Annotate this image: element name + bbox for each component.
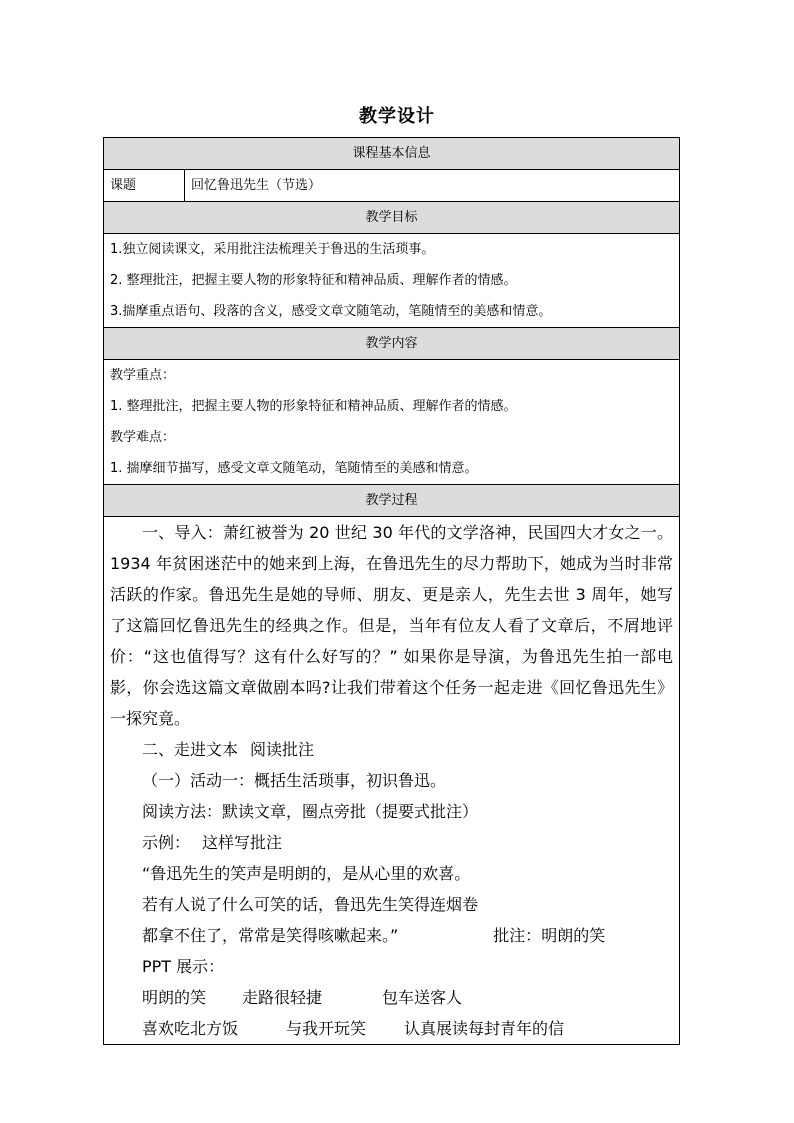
key-point-label: 教学重点： — [110, 368, 176, 383]
activity1-line: （一）活动一：概括生活琐事，初识鲁迅。 — [142, 771, 447, 790]
goal-item: 1.独立阅读课文，采用批注法梳理关于鲁迅的生活琐事。 — [110, 242, 435, 257]
ppt-row — [110, 982, 673, 1013]
section2-subtitle: 阅读批注 — [250, 740, 315, 759]
annotation-text: 批注：明朗的笑 — [493, 926, 606, 945]
goals-header-row — [104, 202, 680, 234]
topic-label: 课题 — [104, 170, 185, 202]
topic-value: 回忆鲁迅先生（节选） — [185, 170, 680, 202]
goals-header: 教学目标 — [104, 202, 680, 234]
ppt-item: 包车送客人 — [382, 988, 463, 1007]
content-body — [104, 360, 680, 485]
process-header: 教学过程 — [104, 485, 680, 517]
key-point-item: 1. 整理批注，把握主要人物的形象特征和精神品质、理解作者的情感。 — [110, 399, 517, 414]
difficult-point-item: 1. 揣摩细节描写，感受文章文随笔动，笔随情至的美感和情意。 — [110, 461, 478, 476]
reading-method-line: 阅读方法：默读文章，圈点旁批（提要式批注） — [142, 802, 479, 821]
example-label: 示例： — [142, 833, 191, 852]
goals-body — [104, 234, 680, 328]
process-header-row — [104, 485, 680, 517]
intro-paragraph: 一、导入：萧红被誉为 20 世纪 30 年代的文学洛神，民国四大才女之一。1934 年贫困迷茫中的她来到上海，在鲁迅先生的尽力帮助下，她成为当时非常活跃的作家。鲁迅先生是她的导师、朋友、更是亲人，先生去世 3 周年，她写了这篇回忆鲁迅先生的经典之作。但是，当年有位友人看了文章后，不屑地评价：“这也值得写？这有什么好写的？” 如果你是导演，为鲁迅先生拍一部电影，你会选这篇文章做剧本吗?让我们带着这个任务一起走进《回忆鲁迅先生》一探究竟。 — [110, 523, 673, 728]
course-info-header: 课程基本信息 — [104, 138, 680, 170]
content-body-row — [104, 360, 680, 485]
process-body — [104, 517, 680, 1045]
ppt-item: 明朗的笑 — [142, 988, 207, 1007]
topic-row — [104, 170, 680, 202]
ppt-label: PPT 展示： — [142, 957, 225, 976]
ppt-item: 喜欢吃北方饭 — [142, 1019, 239, 1038]
quote-line: 都拿不住了，常常是笑得咳嗽起来。” — [142, 926, 399, 945]
content-header: 教学内容 — [104, 328, 680, 360]
goals-body-row — [104, 234, 680, 328]
ppt-item: 与我开玩笑 — [286, 1019, 367, 1038]
example-line — [110, 827, 673, 858]
ppt-row — [110, 1013, 673, 1044]
document-title: 教学设计 — [359, 106, 435, 127]
ppt-item: 走路很轻捷 — [242, 988, 323, 1007]
content-header-row — [104, 328, 680, 360]
quote-line: 若有人说了什么可笑的话，鲁迅先生笑得连烟卷 — [142, 895, 479, 914]
section2-title: 二、走进文本 — [142, 740, 239, 759]
example-text: 这样写批注 — [202, 833, 283, 852]
difficult-point-label: 教学难点： — [110, 430, 176, 445]
quote-line: “鲁迅先生的笑声是明朗的，是从心里的欢喜。 — [142, 864, 471, 883]
lesson-plan-table — [103, 137, 680, 1045]
process-body-row — [104, 517, 680, 1045]
quote-annotation-line — [110, 920, 673, 951]
course-info-header-row — [104, 138, 680, 170]
ppt-item: 认真展读每封青年的信 — [404, 1019, 565, 1038]
goal-item: 2. 整理批注，把握主要人物的形象特征和精神品质、理解作者的情感。 — [110, 273, 517, 288]
goal-item: 3.揣摩重点语句、段落的含义，感受文章文随笔动，笔随情至的美感和情意。 — [110, 304, 552, 319]
section2-heading — [110, 734, 673, 765]
